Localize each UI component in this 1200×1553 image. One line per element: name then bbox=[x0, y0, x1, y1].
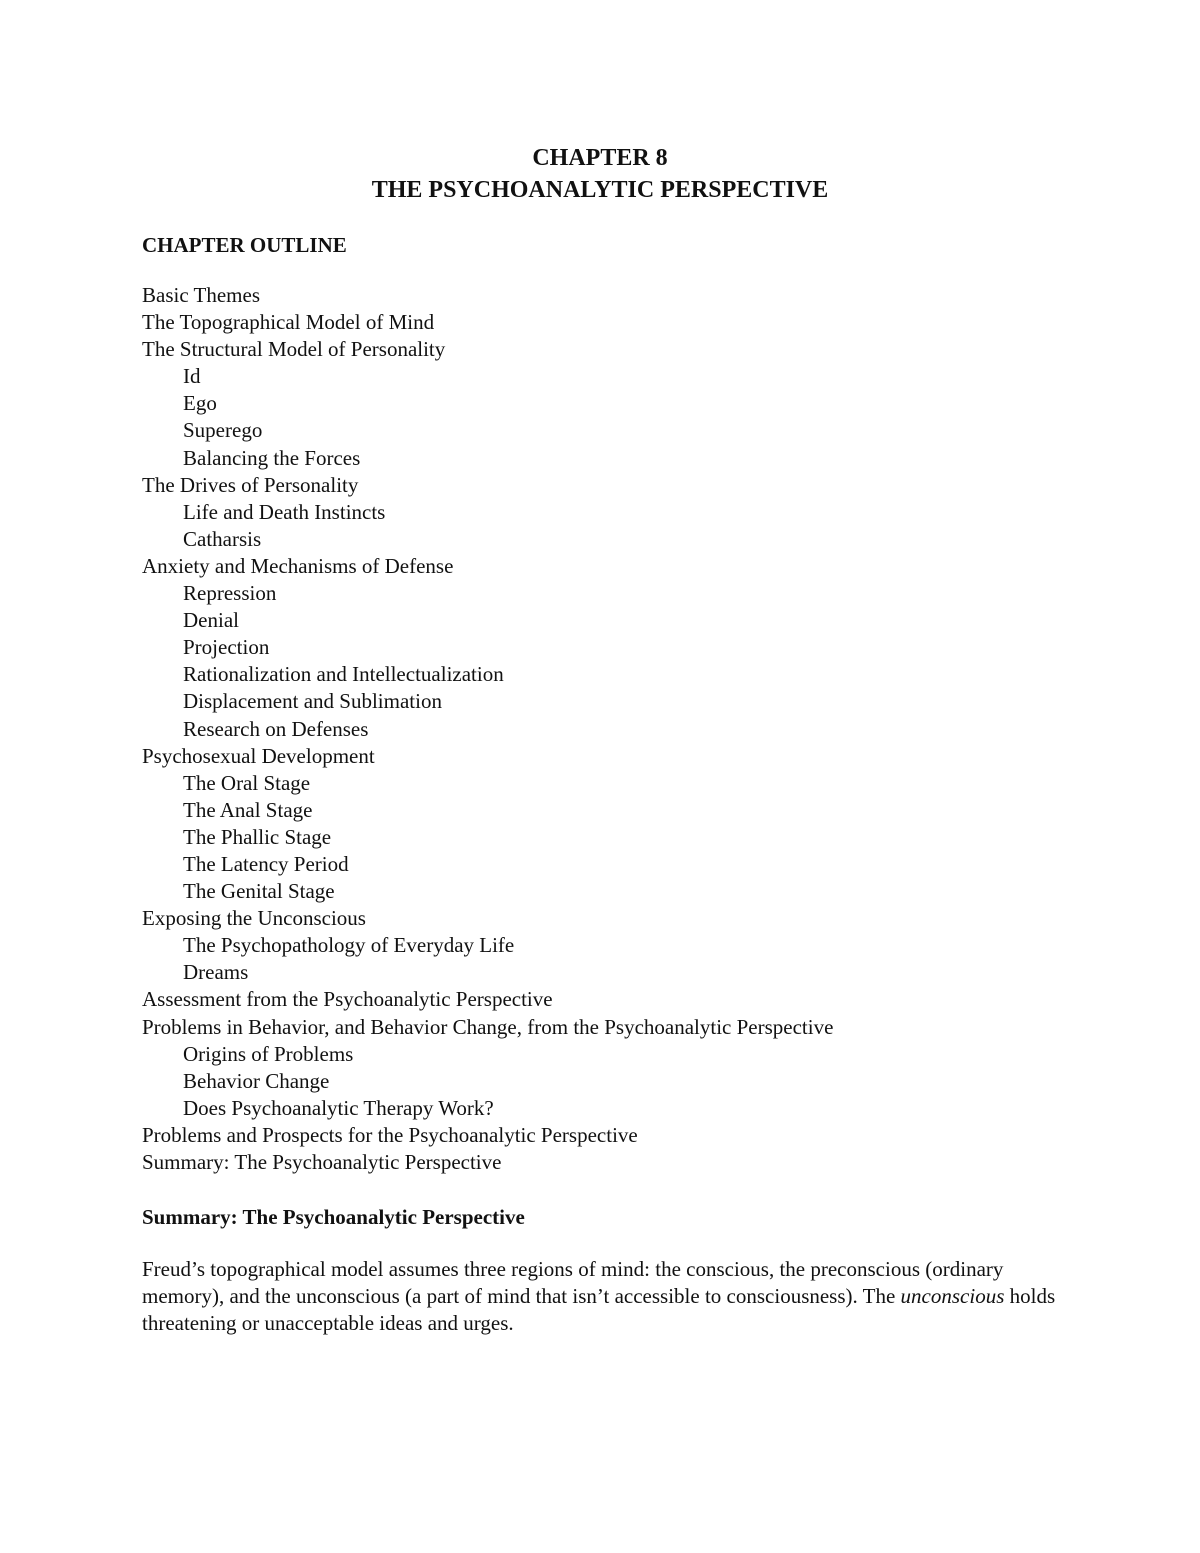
chapter-outline bbox=[142, 282, 833, 1176]
outline-item: The Drives of Personality bbox=[142, 472, 359, 497]
outline-subitem: Behavior Change bbox=[183, 1068, 330, 1093]
summary-emphasis: unconscious bbox=[900, 1284, 1005, 1308]
summary-text-part2: holds threatening or unacceptable ideas and urges. bbox=[142, 1284, 1056, 1335]
outline-item: Anxiety and Mechanisms of Defense bbox=[142, 553, 454, 578]
outline-subitem: Life and Death Instincts bbox=[183, 499, 386, 524]
summary-heading: Summary: The Psychoanalytic Perspective bbox=[142, 1205, 525, 1229]
outline-subitem: Dreams bbox=[183, 960, 249, 985]
summary-text-part1: Freud’s topographical model assumes three regions of mind: the conscious, the preconscious (ordinary memory), and the unconscious (a part of mind that isn’t accessible to consciousness). The bbox=[142, 1257, 1004, 1308]
outline-subitem: Superego bbox=[183, 418, 263, 443]
outline-item: Problems and Prospects for the Psychoanalytic Perspective bbox=[142, 1122, 638, 1147]
outline-subitem: Denial bbox=[183, 608, 239, 633]
outline-subitem: Does Psychoanalytic Therapy Work? bbox=[183, 1095, 494, 1120]
outline-subitem: The Psychopathology of Everyday Life bbox=[183, 933, 515, 958]
outline-subitem: Balancing the Forces bbox=[183, 445, 361, 470]
outline-heading: CHAPTER OUTLINE bbox=[142, 233, 347, 257]
outline-subitem: Repression bbox=[183, 581, 277, 606]
outline-item: Assessment from the Psychoanalytic Perspective bbox=[142, 987, 553, 1012]
outline-subitem: Origins of Problems bbox=[183, 1041, 354, 1066]
chapter-title-block bbox=[0, 142, 1200, 206]
outline-subitem: Displacement and Sublimation bbox=[183, 689, 442, 714]
outline-item: Exposing the Unconscious bbox=[142, 906, 366, 931]
chapter-title: THE PSYCHOANALYTIC PERSPECTIVE bbox=[371, 177, 829, 203]
outline-subitem: The Anal Stage bbox=[183, 797, 313, 822]
summary-paragraph bbox=[142, 1256, 1062, 1337]
outline-item: Problems in Behavior, and Behavior Change, from the Psychoanalytic Perspective bbox=[142, 1014, 834, 1039]
outline-subitem: Catharsis bbox=[183, 526, 262, 551]
outline-subitem: Rationalization and Intellectualization bbox=[183, 662, 504, 687]
outline-subitem: The Oral Stage bbox=[183, 770, 311, 795]
chapter-number: CHAPTER 8 bbox=[532, 145, 668, 171]
outline-item: The Structural Model of Personality bbox=[142, 337, 446, 362]
outline-item: Psychosexual Development bbox=[142, 743, 375, 768]
outline-item: Summary: The Psychoanalytic Perspective bbox=[142, 1150, 502, 1174]
outline-subitem: Research on Defenses bbox=[183, 716, 369, 741]
outline-subitem: Id bbox=[183, 364, 201, 389]
outline-item: The Topographical Model of Mind bbox=[142, 310, 435, 335]
outline-item: Basic Themes bbox=[142, 283, 261, 307]
outline-subitem: The Genital Stage bbox=[183, 879, 335, 904]
outline-subitem: Ego bbox=[183, 391, 217, 416]
outline-subitem: Projection bbox=[183, 635, 270, 660]
outline-subitem: The Latency Period bbox=[183, 851, 349, 876]
outline-subitem: The Phallic Stage bbox=[183, 824, 332, 849]
